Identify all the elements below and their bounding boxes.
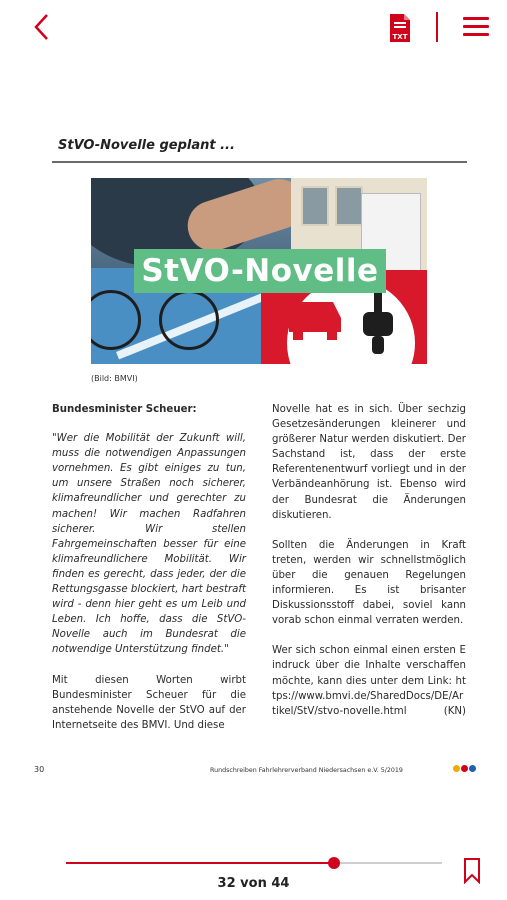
- article-paragraph: [272, 643, 466, 718]
- article-link-paragraph: Wer sich schon einmal einen ersten Eindruck über die Inhalte verschaffen möchte, kann dies unter dem Link: https://www.bmvi.de/SharedDocs/DE/Artikel/StV/stvo-novelle.html: [272, 645, 466, 717]
- image-title: StVO-Novelle: [141, 253, 379, 289]
- article-column-right: [272, 402, 466, 734]
- bookmark-icon[interactable]: [463, 858, 481, 884]
- association-logo-icon: [453, 765, 479, 775]
- article-headline: StVO-Novelle geplant ...: [58, 138, 235, 153]
- minister-quote: "Wer die Mobilität der Zukunft will, muss die notwendigen Anpassungen vornehmen. Es gibt einiges zu tun, um unsere Straßen noch sicherer, klimafreundlicher und gerechter zu machen! Wir machen Radfahren sicherer. Wir stellen Fahrgemeinschaften besser für eine klimafreundlichere Mobilität. Wir finden es gerecht, dass jeder, der die Rettungsgasse blockiert, hart bestraft wird - denn hier geht es um Leib und Leben. Ich hoffe, dass die StVO-Novelle auch im Bundesrat die notwendige Unterstützung findet.": [52, 433, 246, 656]
- toolbar-divider: [436, 12, 438, 42]
- article-column-left: [52, 402, 246, 748]
- txt-icon-label: TXT: [392, 33, 408, 41]
- hamburger-menu-icon[interactable]: [463, 15, 489, 39]
- txt-export-icon[interactable]: [388, 13, 412, 43]
- image-caption: (Bild: BMVI): [91, 374, 138, 383]
- page-slider-thumb[interactable]: [328, 857, 340, 869]
- article-paragraph: Sollten die Änderungen in Kraft treten, werden wir schnellstmöglich über die genauen Regelungen informieren. Es ist brisanter Diskussionsstoff dabei, soviel kann vorab schon einmal verraten werden.: [272, 539, 466, 627]
- author-initials: (KN): [443, 705, 466, 717]
- page-indicator: 32 von 44: [217, 876, 290, 891]
- article-subheading: Bundesminister Scheuer:: [52, 404, 197, 415]
- publication-source: Rundschreiben Fahrlehrerverband Niedersachsen e.V. 5/2019: [210, 767, 403, 774]
- article-image: [91, 178, 427, 364]
- page-slider-progress: [66, 862, 334, 864]
- article-paragraph: Mit diesen Worten wirbt Bundesminister Scheuer für die anstehende Novelle der StVO auf der Internetseite des BMVI. Und diese: [52, 674, 246, 731]
- back-chevron-icon[interactable]: [30, 12, 54, 42]
- printed-page-number: 30: [34, 765, 45, 774]
- article-paragraph: Novelle hat es in sich. Über sechzig Gesetzesänderungen kleinerer und größerer Natur werden diskutiert. Der Sachstand ist, dass der erste Referentenentwurf vorliegt und in der Verbändeanhörung ist. Ebenso wird der Bundesrat die Änderungen diskutieren.: [272, 404, 466, 521]
- headline-divider: [52, 161, 467, 163]
